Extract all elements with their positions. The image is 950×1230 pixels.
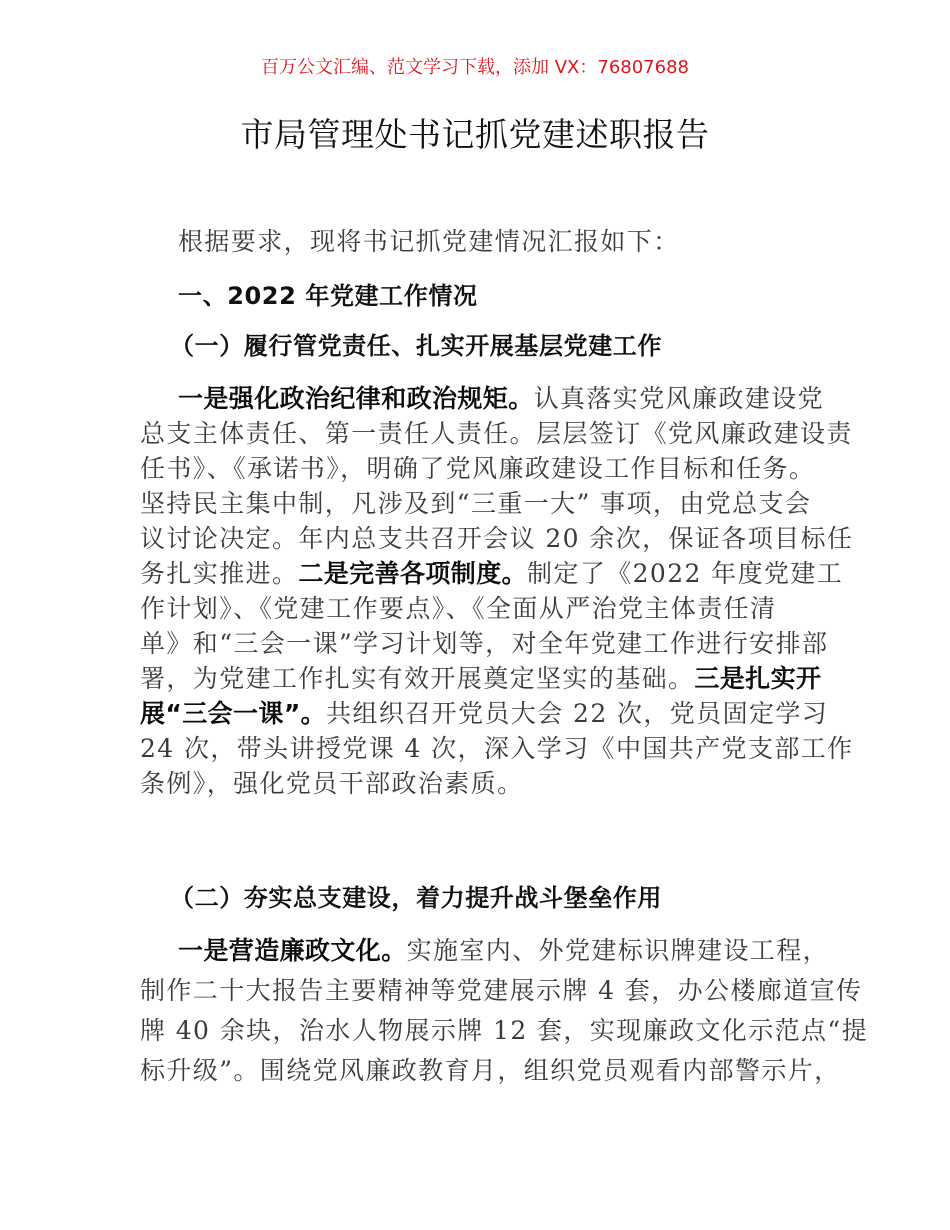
paragraph-line: 单》和“三会一课”学习计划等，对全年党建工作进行安排部 (140, 629, 829, 658)
bold-lead: 三是扎实开 (694, 664, 822, 693)
paragraph-line (178, 383, 858, 415)
paragraph-line (140, 558, 844, 590)
bold-lead: 一是强化政治纪律和政治规矩。 (178, 384, 534, 413)
paragraph-line: 坚持民主集中制，凡涉及到“三重一大” 事项，由党总支会 (140, 489, 812, 518)
paragraph-line: 制作二十大报告主要精神等党建展示牌 4 套，办公楼廊道宣传 (140, 976, 863, 1005)
paragraph-line: 条例》，强化党员干部政治素质。 (140, 769, 524, 798)
intro-paragraph: 根据要求，现将书记抓党建情况汇报如下： (178, 227, 680, 256)
bold-lead: 二是完善各项制度。 (298, 559, 528, 588)
document-title: 市局管理处书记抓党建述职报告 (240, 115, 710, 154)
line-text: 认真落实党风廉政建设党 (533, 384, 825, 413)
line-text: 制定了《2022 年度党建工 (527, 559, 844, 588)
subsection-heading-2: （二）夯实总支建设，着力提升战斗堡垒作用 (170, 884, 662, 912)
paragraph-line: 议讨论决定。年内总支共召开会议 20 余次，保证各项目标任 (140, 524, 854, 553)
paragraph-line: 作计划》、《党建工作要点》、《全面从严治党主体责任清 (140, 594, 777, 623)
paragraph-line: 牌 40 余块，治水人物展示牌 12 套，实现廉政文化示范点“提 (140, 1016, 868, 1045)
section-heading-1: 一、2022 年党建工作情况 (178, 282, 478, 310)
bold-lead: 展“三会一课”。 (140, 699, 327, 728)
paragraph-line (140, 698, 829, 730)
paragraph-line: 24 次，带头讲授党课 4 次，深入学习《中国共产党支部工作 (140, 734, 854, 763)
paragraph-line (178, 935, 858, 967)
watermark-banner: 百万公文汇编、范文学习下载，添加 VX：76807688 (261, 57, 689, 78)
paragraph-line: 标升级”。围绕党风廉政教育月，组织党员观看内部警示片， (140, 1056, 841, 1085)
subsection-heading-1: （一）履行管党责任、扎实开展基层党建工作 (170, 332, 662, 360)
paragraph-line: 总支主体责任、第一责任人责任。层层签订《党风廉政建设责 (140, 419, 853, 448)
paragraph-line (140, 663, 820, 695)
line-text: 署，为党建工作扎实有效开展奠定坚实的基础。 (140, 664, 695, 693)
line-text: 共组织召开党员大会 22 次，党员固定学习 (326, 699, 829, 728)
bold-lead: 一是营造廉政文化。 (178, 936, 407, 965)
line-text: 务扎实推进。 (140, 559, 299, 588)
paragraph-line: 任书》、《承诺书》，明确了党风廉政建设工作目标和任务。 (140, 454, 816, 483)
line-text: 实施室内、外党建标识牌建设工程， (406, 936, 830, 965)
